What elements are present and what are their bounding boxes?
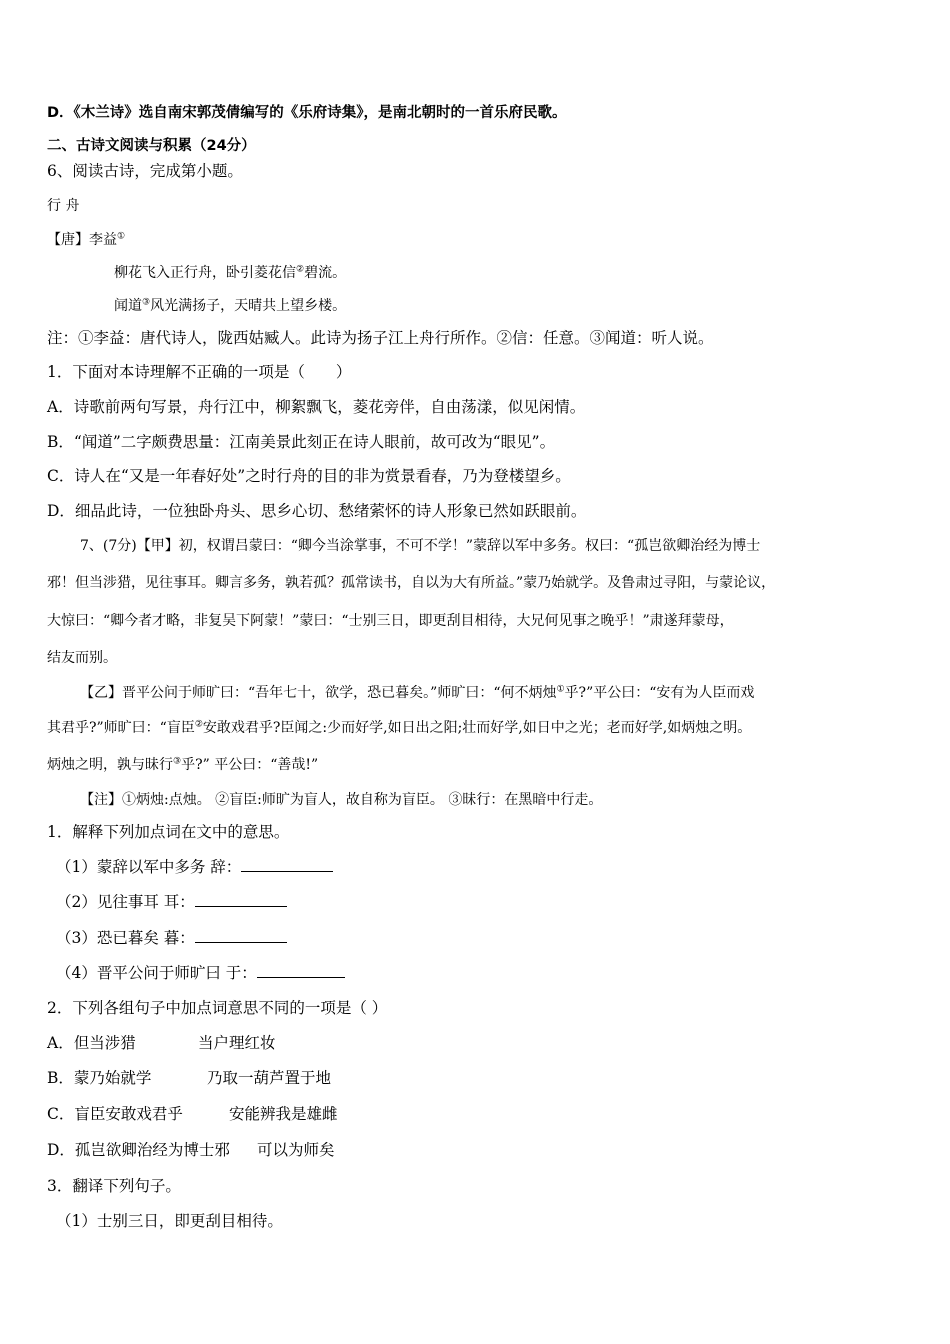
poem-line-2-a: 闻道: [114, 298, 142, 314]
q7-sub1-question: 1．解释下列加点词在文中的意思。: [47, 823, 290, 841]
q6-option-b: B．“闻道”二字颇费思量：江南美景此刻正在诗人眼前，故可改为“眼见”。: [47, 433, 556, 451]
poem-line-1-b: 碧流。: [304, 265, 347, 281]
prev-option-d: D．《木兰诗》选自南宋郭茂倩编写的《乐府诗集》，是南北朝时的一首乐府民歌。: [47, 105, 567, 121]
poem-line-1-a: 柳花飞入正行舟，卧引菱花信: [114, 265, 296, 281]
answer-blank-2[interactable]: [195, 892, 287, 907]
option-c-left: C．盲臣安敢戏君乎: [47, 1105, 183, 1123]
q7-jia-line-4: 结友而别。: [47, 650, 117, 666]
q7-yi-line-1-b: 乎?”平公曰：“安有为人臣而戏: [564, 685, 755, 701]
q7-sub3-item-1: （1）士别三日，即更刮目相待。: [56, 1212, 283, 1230]
q6-sub1-question: 1．下面对本诗理解不正确的一项是（ ）: [47, 363, 352, 381]
answer-blank-1[interactable]: [241, 857, 333, 872]
poem-line-2-b: 风光满扬子，天晴共上望乡楼。: [150, 298, 347, 314]
q7-yi-line-3-b: 乎?” 平公曰：“善哉!”: [181, 757, 319, 773]
q7-sub2-option-c: [47, 1104, 338, 1124]
poem-line-2: [114, 296, 346, 316]
q6-intro: 6、阅读古诗，完成第小题。: [47, 162, 243, 180]
option-b-left: B．蒙乃始就学: [47, 1069, 152, 1087]
q7-sub2-option-b: [47, 1068, 331, 1088]
footnote-mark: ①: [556, 684, 565, 695]
q7-yi-line-1: [80, 683, 754, 703]
footnote-mark: ②: [194, 719, 203, 730]
q7-yi-line-2-b: 安敢戏君乎?臣闻之:少而好学,如日出之阳;壮而好学,如日中之光；老而好学,如炳烛之明。: [202, 720, 752, 736]
q7-yi-line-2: [47, 718, 751, 738]
poem-line-1: [114, 263, 346, 283]
answer-blank-3[interactable]: [195, 928, 287, 943]
section-2-title: 二、古诗文阅读与积累（24分）: [47, 138, 256, 154]
q6-option-a: A．诗歌前两句写景，舟行江中，柳絮飘飞，菱花旁伴，自由荡漾，似见闲情。: [47, 398, 586, 416]
explain-item-2: [56, 892, 287, 912]
poem-author: [47, 230, 125, 250]
q7-sub2-option-a: [47, 1033, 276, 1053]
q7-sub2-question: 2．下列各组句子中加点词意思不同的一项是（ ）: [47, 999, 388, 1017]
q7-yi-line-3: [47, 755, 318, 775]
q7-yi-line-3-a: 炳烛之明，孰与昧行: [47, 757, 173, 773]
explain-item-1: [56, 857, 333, 877]
option-b-right: 乃取一葫芦置于地: [207, 1069, 332, 1087]
option-a-left: A．但当涉猎: [47, 1034, 136, 1052]
answer-blank-4[interactable]: [257, 963, 345, 978]
explain-item-1-text: （1）蒙辞以军中多务 辞：: [56, 858, 242, 876]
option-d-right: 可以为师矣: [257, 1141, 335, 1159]
explain-item-4: [56, 963, 345, 983]
q7-sub2-option-d: [47, 1140, 335, 1160]
footnote-mark: ③: [173, 756, 182, 767]
q7-jia-line-3: 大惊曰：“卿今者才略，非复吴下阿蒙！”蒙曰：“士别三日，即更刮目相待，大兄何见事之晚乎！”肃遂拜蒙母，: [47, 613, 734, 629]
q6-option-d: D．细品此诗，一位独卧舟头、思乡心切、愁绪萦怀的诗人形象已然如跃眼前。: [47, 502, 587, 520]
q6-option-c: C．诗人在“又是一年春好处”之时行舟的目的非为赏景看春，乃为登楼望乡。: [47, 467, 571, 485]
footnote-mark: ②: [296, 264, 305, 275]
q7-sub3-question: 3．翻译下列句子。: [47, 1177, 181, 1195]
option-d-left: D．孤岂欲卿治经为博士邪: [47, 1141, 230, 1159]
q7-jia-line-2: 邪！但当涉猎，见往事耳。卿言多务，孰若孤？孤常读书，自以为大有所益。”蒙乃始就学。及鲁肃过寻阳，与蒙论议，: [47, 575, 776, 591]
explain-item-2-text: （2）见往事耳 耳：: [56, 893, 195, 911]
q7-note: 【注】①炳烛:点烛。 ②盲臣:师旷为盲人，故自称为盲臣。 ③昧行：在黑暗中行走。: [80, 792, 603, 808]
option-c-right: 安能辨我是雄雌: [229, 1105, 338, 1123]
q7-yi-line-1-a: 【乙】晋平公问于师旷曰：“吾年七十，欲学，恐已暮矣。”师旷曰：“何不炳烛: [80, 685, 557, 701]
poem-note: 注：①李益：唐代诗人，陇西姑臧人。此诗为扬子江上舟行所作。②信：任意。③闻道：听人说。: [47, 329, 714, 347]
explain-item-4-text: （4）晋平公问于师旷曰 于：: [56, 964, 257, 982]
footnote-mark: ①: [117, 231, 126, 242]
q7-yi-line-2-a: 其君乎?”师旷曰：“盲臣: [47, 720, 195, 736]
q7-jia-line-1: 7、(7分)【甲】初，权谓吕蒙曰：“卿今当涂掌事，不可不学！”蒙辞以军中多务。权曰：“孤岂欲卿治经为博士: [80, 538, 761, 554]
explain-item-3-text: （3）恐已暮矣 暮：: [56, 929, 195, 947]
poem-author-text: 【唐】李益: [47, 232, 117, 248]
poem-title: 行 舟: [47, 198, 80, 214]
option-a-right: 当户理红妆: [198, 1034, 276, 1052]
footnote-mark: ③: [142, 297, 151, 308]
explain-item-3: [56, 928, 287, 948]
